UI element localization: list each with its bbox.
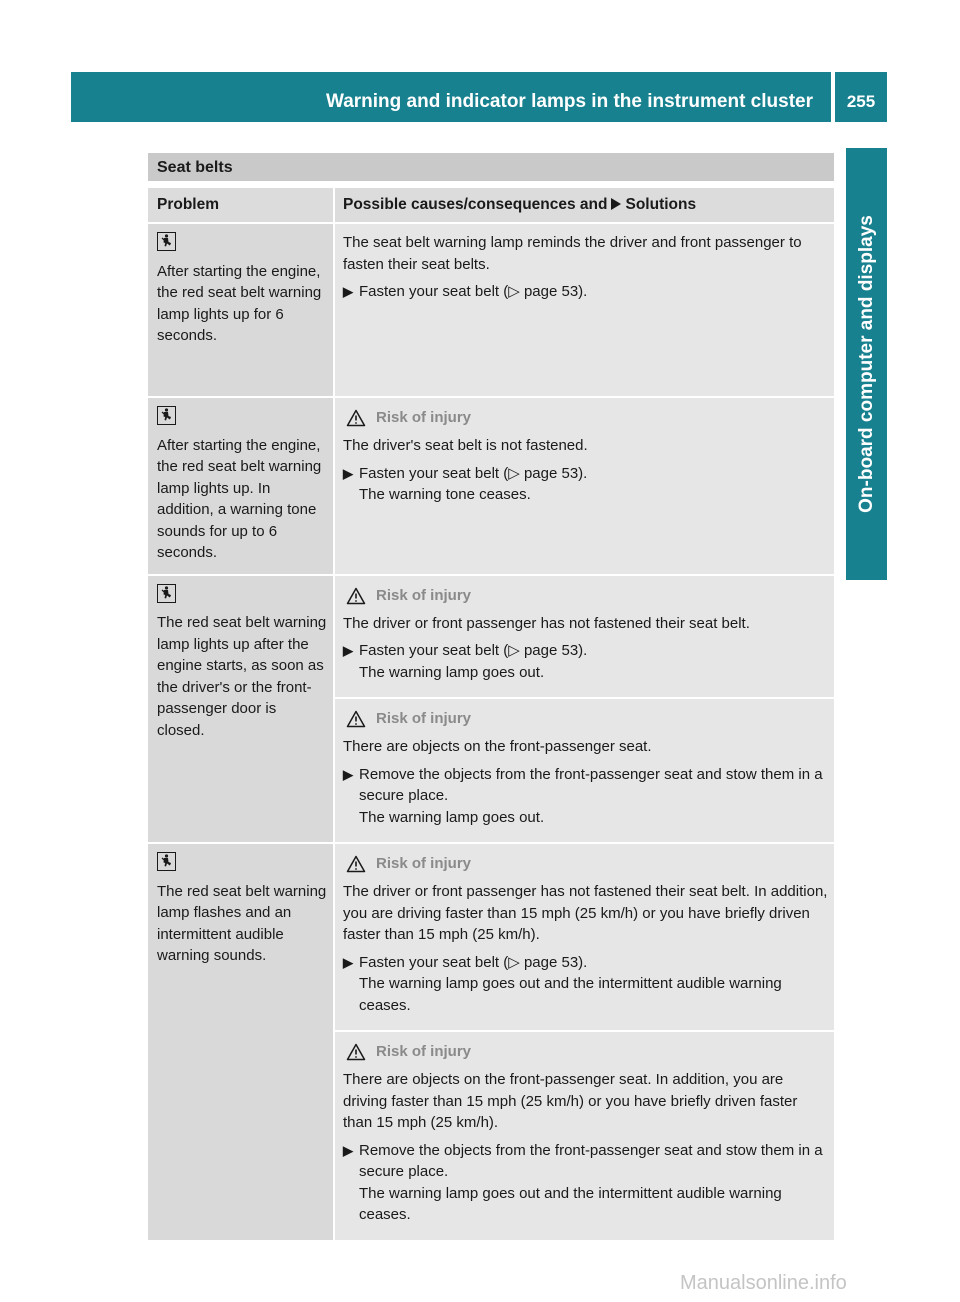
footer-watermark: Manualsonline.info [680, 1272, 847, 1294]
seat-belt-warning-icon [157, 852, 176, 871]
cause-text: The driver or front passenger has not fastened their seat belt. In addition, you are driving faster than 15 mph (25 km/h) or you have briefly driven faster than 15 mph (25 km/h). [343, 883, 828, 943]
column-header-solutions-post: Solutions [625, 196, 697, 213]
warning-triangle-icon [346, 587, 366, 605]
solution-step [343, 1140, 828, 1226]
table-row [148, 222, 834, 396]
step-arrow-icon: ▶ [343, 465, 353, 481]
solution-block [335, 844, 834, 1030]
risk-warning [343, 584, 828, 608]
warning-triangle-icon [346, 855, 366, 873]
table-row [148, 574, 834, 843]
column-headers [148, 188, 834, 222]
seat-belt-warning-icon [157, 584, 176, 603]
step-arrow-icon: ▶ [343, 1142, 353, 1158]
solution-block [335, 1030, 834, 1240]
step-text: Fasten your seat belt (▷ page 53). The warning tone ceases. [359, 464, 588, 503]
risk-warning [343, 852, 828, 876]
cause-text: There are objects on the front-passenger seat. In addition, you are driving faster than 15 mph (25 km/h) or you have briefly driven faster than 15 mph (25 km/h). [343, 1071, 798, 1131]
cause-text: The driver's seat belt is not fastened. [343, 437, 588, 454]
problem-text: The red seat belt warning lamp flashes and an intermittent audible warning sounds. [157, 882, 327, 964]
solutions-cell [335, 398, 834, 574]
warning-triangle-icon [346, 710, 366, 728]
step-text: Remove the objects from the front-passenger seat and stow them in a secure place. The warning lamp goes out. [359, 765, 823, 826]
section-title: Seat belts [148, 153, 834, 181]
seat-belts-table [148, 153, 834, 1240]
cause-text: The seat belt warning lamp reminds the driver and front passenger to fasten their seat belts. [343, 234, 802, 273]
table-gap [148, 181, 834, 188]
cause-text: The driver or front passenger has not fastened their seat belt. [343, 614, 750, 632]
risk-warning [343, 1040, 828, 1064]
step-text: Fasten your seat belt (▷ page 53). [359, 283, 588, 300]
risk-label: Risk of injury [376, 1043, 472, 1061]
risk-warning [343, 707, 828, 731]
risk-label: Risk of injury [376, 409, 472, 427]
step-text: Remove the objects from the front-passenger seat and stow them in a secure place. The warning lamp goes out and the intermittent audible warning ceases. [359, 1141, 823, 1223]
table-body [148, 222, 834, 1240]
side-tab-label: On-board computer and displays [855, 215, 877, 513]
cause-text: There are objects on the front-passenger seat. [343, 738, 652, 755]
table-row [148, 842, 834, 1240]
column-header-solutions [335, 188, 834, 222]
problem-cell [148, 576, 335, 843]
risk-warning [343, 406, 828, 430]
problem-text: The red seat belt warning lamp lights up after the engine starts, as soon as the driver's or the front-passenger door is closed. [157, 614, 327, 739]
step-text: Fasten your seat belt (▷ page 53). The warning lamp goes out and the intermittent audible warning ceases. [359, 953, 782, 1014]
risk-label: Risk of injury [376, 586, 472, 604]
problem-cell [148, 844, 335, 1240]
solution-step [343, 281, 828, 303]
solution-step [343, 952, 828, 1017]
seat-belt-warning-icon [157, 232, 176, 251]
page-number: 255 [846, 92, 876, 111]
step-text: Fasten your seat belt (▷ page 53). The warning lamp goes out. [359, 642, 588, 681]
column-header-solutions-pre: Possible causes/consequences and [343, 196, 608, 213]
solutions-cell [335, 224, 834, 396]
solution-block [335, 398, 834, 574]
solution-block [335, 224, 834, 396]
step-arrow-icon: ▶ [343, 954, 353, 970]
side-tab-label-wrap [846, 148, 887, 580]
solution-block [335, 576, 834, 698]
solutions-cell [335, 576, 834, 843]
step-arrow-icon: ▶ [343, 766, 353, 782]
step-arrow-icon: ▶ [343, 643, 353, 658]
problem-cell [148, 398, 335, 574]
solution-block [335, 697, 834, 842]
warning-triangle-icon [346, 409, 366, 427]
solution-step [343, 764, 828, 829]
column-header-problem: Problem [148, 188, 335, 222]
risk-label: Risk of injury [376, 710, 472, 728]
solution-step [343, 640, 828, 683]
problem-text: After starting the engine, the red seat belt warning lamp lights up. In addition, a warning tone sounds for up to 6 seconds. [157, 436, 322, 561]
arrow-right-icon [611, 198, 621, 210]
seat-belt-warning-icon [157, 406, 176, 425]
table-row [148, 396, 834, 574]
step-arrow-icon: ▶ [343, 284, 353, 299]
problem-cell [148, 224, 335, 396]
solution-step [343, 463, 828, 506]
solutions-cell [335, 844, 834, 1240]
risk-label: Risk of injury [376, 855, 472, 873]
problem-text: After starting the engine, the red seat belt warning lamp lights up for 6 seconds. [157, 262, 322, 344]
page-header-title: Warning and indicator lamps in the instrument cluster [325, 91, 813, 112]
warning-triangle-icon [346, 1043, 366, 1061]
